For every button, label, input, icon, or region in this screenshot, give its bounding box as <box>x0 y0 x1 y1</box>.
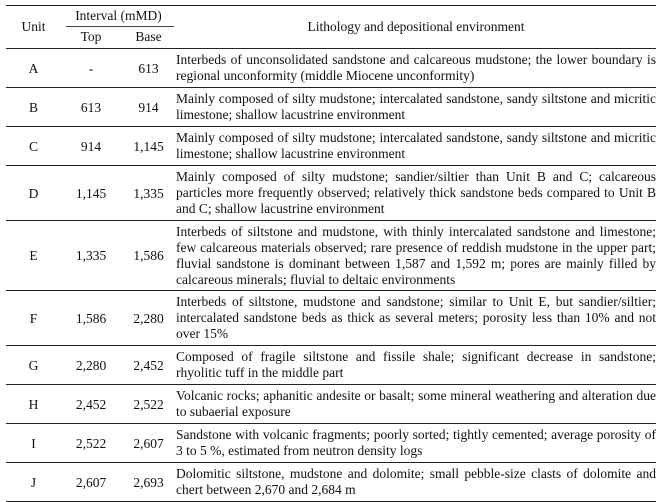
cell-lithology: Mainly composed of silty mudstone; intercalated sandstone, sandy siltstone and micritic limestone; shallow lacustrine environment <box>176 130 656 161</box>
cell-top: - <box>88 60 94 76</box>
cell-lithology: Dolomitic siltstone, mudstone and dolomite; small pebble-size clasts of dolomite and chert between 2,670 and 2,684 m <box>176 466 656 497</box>
cell-unit: H <box>28 396 39 412</box>
cell-unit: J <box>30 474 37 490</box>
cell-base: 914 <box>138 99 159 115</box>
cell-unit: C <box>28 138 38 154</box>
cell-unit: A <box>28 60 39 76</box>
cell-top: 613 <box>80 99 102 115</box>
cell-top: 1,586 <box>75 310 107 326</box>
cell-top: 2,522 <box>75 435 107 451</box>
cell-lithology: Interbeds of siltstone and mudstone, with thinly intercalated sandstone and limestone; few calcareous materials observed; rare presence of reddish mudstone in the upper part; fluvial sandstone is dominant between 1,587 and 1,592 m; pores are mainly filled by calcareous minerals; fluvial to deltaic environments <box>176 224 656 287</box>
header-interval: Interval (mMD) <box>75 8 162 23</box>
header-top: Top <box>80 29 102 44</box>
table-row <box>6 50 656 88</box>
table-row <box>6 167 656 221</box>
cell-base: 2,452 <box>133 357 164 373</box>
cell-lithology: Interbeds of siltstone, mudstone and sandstone; similar to Unit E, but sandier/siltier; intercalated sandstone beds as thick as several meters; porosity less than 10% and not over 15% <box>176 294 656 341</box>
cell-base: 2,280 <box>133 310 164 326</box>
cell-base: 2,693 <box>133 474 164 490</box>
table-row <box>6 222 656 291</box>
table-row <box>6 386 656 424</box>
lithology-table <box>6 5 656 502</box>
cell-lithology: Volcanic rocks; aphanitic andesite or basalt; some mineral weathering and alteration due to subaerial exposure <box>176 388 656 419</box>
table-row <box>6 128 656 166</box>
table-header <box>6 5 656 49</box>
cell-unit: E <box>29 248 38 263</box>
cell-top: 1,335 <box>75 248 107 263</box>
cell-unit: G <box>28 357 39 373</box>
header-interval-rule <box>66 26 174 27</box>
cell-base: 613 <box>138 60 159 76</box>
cell-top: 914 <box>80 138 102 154</box>
table-row <box>6 292 656 346</box>
cell-base: 1,145 <box>133 138 164 154</box>
cell-lithology: Mainly composed of silty mudstone; sandier/siltier than Unit B and C; calcareous particles more frequently observed; relatively thick sandstone beds compared to Unit B and C; shallow lacustrine environment <box>176 169 656 216</box>
header-base: Base <box>135 29 162 44</box>
table-row <box>6 89 656 127</box>
table-row <box>6 464 656 502</box>
cell-base: 1,335 <box>133 185 164 201</box>
cell-unit: D <box>28 185 39 201</box>
cell-lithology: Mainly composed of silty mudstone; intercalated sandstone, sandy siltstone and micritic limestone; shallow lacustrine environment <box>176 91 656 122</box>
cell-unit: I <box>31 435 36 451</box>
cell-base: 2,607 <box>133 435 164 451</box>
table-row <box>6 347 656 385</box>
cell-base: 1,586 <box>133 248 164 263</box>
table-row <box>6 425 656 463</box>
cell-lithology: Interbeds of unconsolidated sandstone and calcareous mudstone; the lower boundary is regional unconformity (middle Miocene unconformity) <box>176 52 656 83</box>
cell-lithology: Composed of fragile siltstone and fissile shale; significant decrease in sandstone; rhyolitic tuff in the middle part <box>176 349 656 380</box>
cell-top: 2,607 <box>75 474 107 490</box>
cell-top: 1,145 <box>75 185 107 201</box>
cell-top: 2,280 <box>75 357 107 373</box>
cell-unit: B <box>28 99 38 115</box>
cell-unit: F <box>29 310 38 326</box>
cell-base: 2,522 <box>133 396 164 412</box>
header-unit: Unit <box>21 19 46 34</box>
cell-lithology: Sandstone with volcanic fragments; poorly sorted; tightly cemented; average porosity of 3 to 5 %, estimated from neutron density logs <box>176 427 656 458</box>
header-lithology: Lithology and depositional environment <box>307 19 525 34</box>
cell-top: 2,452 <box>75 396 107 412</box>
